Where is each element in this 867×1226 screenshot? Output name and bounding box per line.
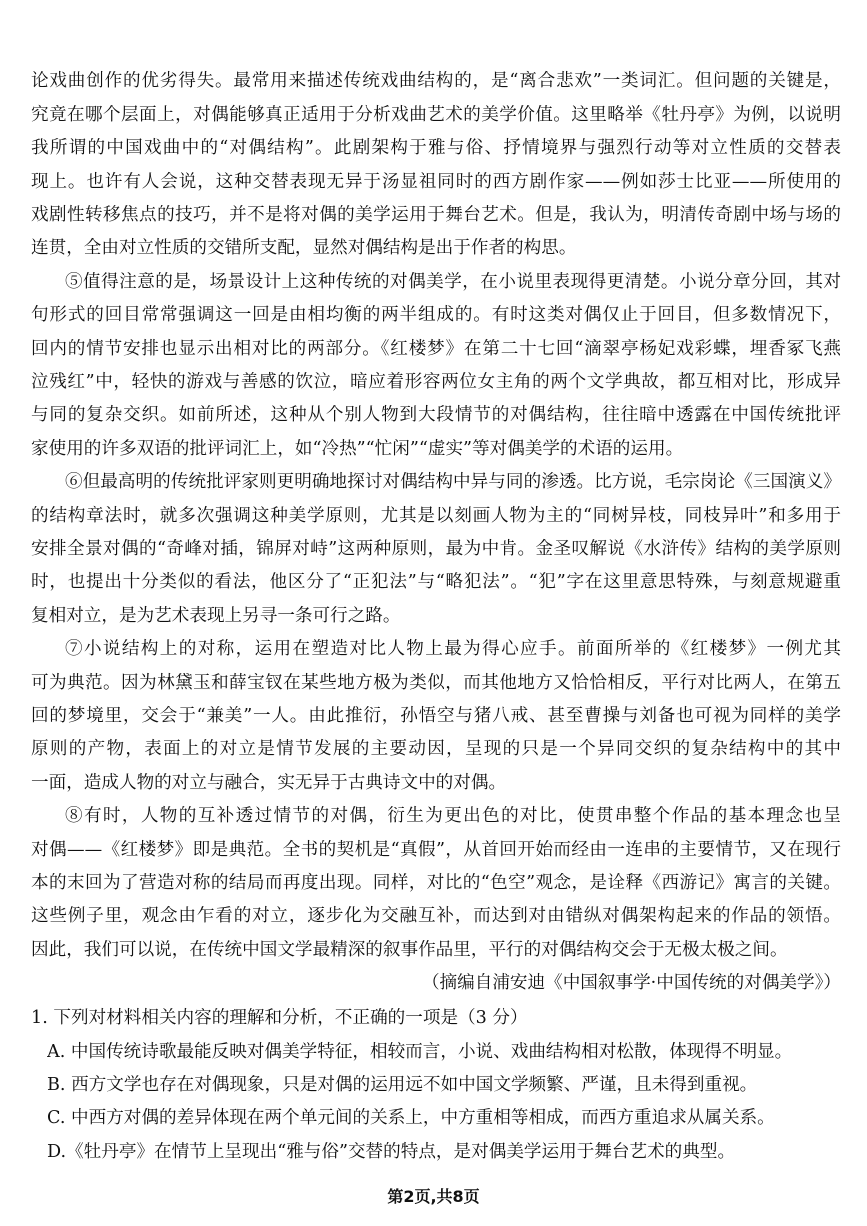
question-option-b: B. 西方文学也存在对偶现象，只是对偶的运用远不如中国文学频繁、严谨，且未得到重视。	[47, 1075, 758, 1095]
paragraph-7-line: 一面，造成人物的对立与融合，实无异于古典诗文中的对偶。	[31, 773, 507, 793]
paragraph-5-line: 家使用的许多双语的批评词汇上，如“冷热”“忙闲”“虚实”等对偶美学的术语的运用。	[31, 439, 684, 459]
passage-line: 戏剧性转移焦点的技巧，并不是将对偶的美学运用于舞台艺术。但是，我认为，明清传奇剧中场与场的	[31, 205, 841, 225]
paragraph-6-line: 时，也提出十分类似的看法，他区分了“正犯法”与“略犯法”。“犯”字在这里意思特殊，与刻意规避重	[31, 572, 841, 592]
paragraph-8-line: ⑧有时，人物的互补透过情节的对偶，衍生为更出色的对比，使贯串整个作品的基本理念也呈	[65, 806, 841, 826]
paragraph-6-line: 复相对立，是为艺术表现上另寻一条可行之路。	[31, 606, 401, 626]
question-option-c: C. 中西方对偶的差异体现在两个单元间的关系上，中方重相等相成，而西方重追求从属关系。	[47, 1108, 775, 1128]
paragraph-5-line: 泣残红”中，轻快的游戏与善感的饮泣，暗应着形容两位女主角的两个文学典故，都互相对比，形成异	[31, 372, 841, 392]
paragraph-6-line: 安排全景对偶的“奇峰对插，锦屏对峙”这两种原则，最为中肯。金圣叹解说《水浒传》结构的美学原则	[31, 539, 841, 559]
passage-line: 究竟在哪个层面上，对偶能够真正适用于分析戏曲艺术的美学价值。这里略举《牡丹亭》为例，以说明	[31, 105, 841, 125]
paragraph-5-line: 回内的情节安排也显示出相对比的两部分。《红楼梦》在第二十七回“滴翠亭杨妃戏彩蝶，埋香冢飞燕	[31, 339, 841, 359]
passage-line: 现上。也许有人会说，这种交替表现无异于汤显祖同时的西方剧作家——例如莎士比亚——所使用的	[31, 172, 841, 192]
paragraph-7-line: 回的梦境里，交会于“兼美”一人。由此推衍，孙悟空与猪八戒、甚至曹操与刘备也可视为同样的美学	[31, 706, 841, 726]
paragraph-5-line: 句形式的回目常常强调这一回是由相均衡的两半组成的。有时这类对偶仅止于回目，但多数情况下，	[31, 305, 841, 325]
paragraph-8-line: 对偶——《红楼梦》即是典范。全书的契机是“真假”，从首回开始而经由一连串的主要情节，又在现行	[31, 840, 841, 860]
passage-line: 我所谓的中国戏曲中的“对偶结构”。此剧架构于雅与俗、抒情境界与强烈行动等对立性质的交替表	[31, 138, 841, 158]
paragraph-8-line: 因此，我们可以说，在传统中国文学最精深的叙事作品里，平行的对偶结构交会于无极太极之间。	[31, 940, 788, 960]
paragraph-5-line: 与同的复杂交织。如前所述，这种从个别人物到大段情节的对偶结构，往往暗中透露在中国传统批评	[31, 405, 841, 425]
question-stem: 1. 下列对材料相关内容的理解和分析，不正确的一项是（3 分）	[31, 1008, 528, 1028]
paragraph-7-line: 可为典范。因为林黛玉和薛宝钗在某些地方极为类似，而其他地方又恰恰相反，平行对比两人，在第五	[31, 673, 841, 693]
paragraph-8-line: 本的末回为了营造对称的结局而再度出现。同样，对比的“色空”观念，是诠释《西游记》寓言的关键。	[31, 873, 841, 893]
passage-line: 论戏曲创作的优劣得失。最常用来描述传统戏曲结构的，是“离合悲欢”一类词汇。但问题的关键是，	[31, 71, 841, 91]
paragraph-6-line: 的结构章法时，就多次强调这种美学原则，尤其是以刻画人物为主的“同树异枝，同枝异叶”和多用于	[31, 506, 841, 526]
paragraph-7-line: 原则的产物，表面上的对立是情节发展的主要动因，呈现的只是一个异同交织的复杂结构中的其中	[31, 739, 841, 759]
source-attribution: （摘编自浦安迪《中国叙事学·中国传统的对偶美学》）	[421, 973, 841, 993]
paragraph-6-line: ⑥但最高明的传统批评家则更明确地探讨对偶结构中异与同的渗透。比方说，毛宗岗论《三国演义》	[65, 472, 841, 492]
passage-line: 连贯，全由对立性质的交错所支配，显然对偶结构是出于作者的构思。	[31, 238, 577, 258]
question-option-a: A. 中国传统诗歌最能反映对偶美学特征，相较而言，小说、戏曲结构相对松散，体现得不明显。	[47, 1042, 793, 1062]
paragraph-5-line: ⑤值得注意的是，场景设计上这种传统的对偶美学，在小说里表现得更清楚。小说分章分回，其对	[65, 272, 841, 292]
paragraph-7-line: ⑦小说结构上的对称，运用在塑造对比人物上最为得心应手。前面所举的《红楼梦》一例尤其	[65, 639, 841, 659]
paragraph-8-line: 这些例子里，观念由乍看的对立，逐步化为交融互补，而达到对由错纵对偶架构起来的作品的领悟。	[31, 906, 841, 926]
page-number: 第2页,共8页	[387, 1187, 480, 1206]
question-option-d: D.《牡丹亭》在情节上呈现出“雅与俗”交替的特点，是对偶美学运用于舞台艺术的典型。	[47, 1142, 736, 1162]
